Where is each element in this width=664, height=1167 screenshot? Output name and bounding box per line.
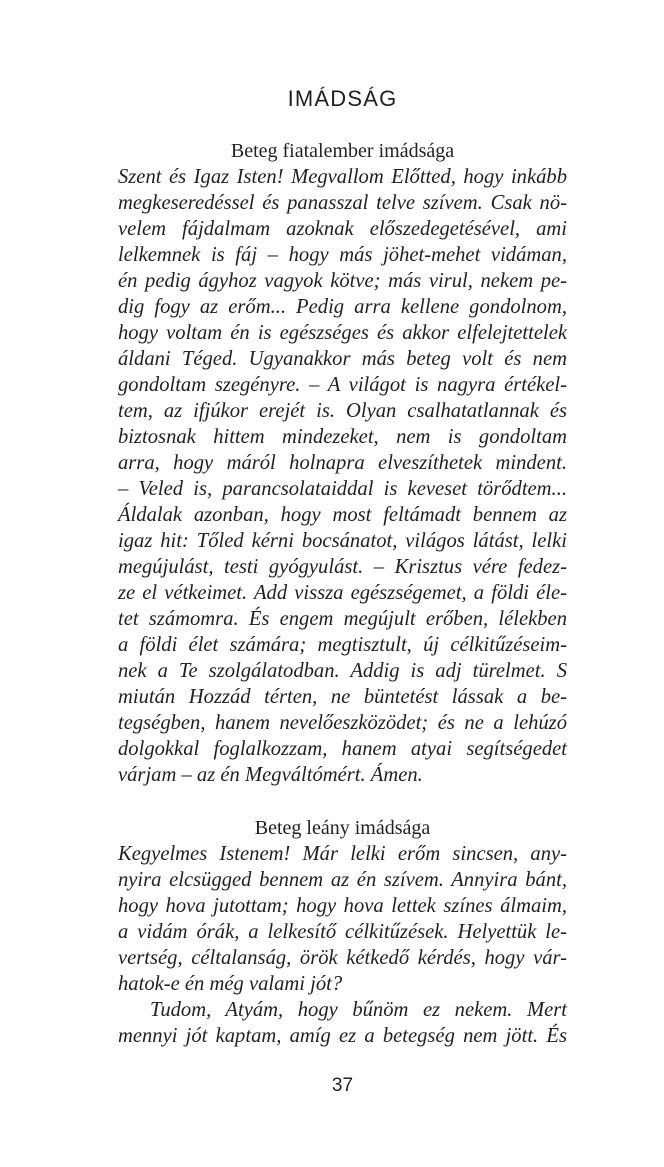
text-line: várjam – az én Megváltómért. Ámen. [118,764,423,786]
text-line: hatok-e én még valami jót? [118,973,343,995]
text-line: lelkemnek is fáj – hogy más jöhet-mehet vidáman, [118,244,567,266]
text-line: velem fájdalmam azoknak előszedegetésével, ami [118,218,567,240]
text-line: Áldalak azonban, hogy most feltámadt bennem az [118,504,567,526]
text-line: biztosnak hittem mindezeket, nem is gondoltam [118,426,567,448]
section-heading: Beteg leány imádsága [254,817,431,839]
text-line: tem, az ifjúkor erejét is. Olyan csalhatatlannak és [118,400,567,422]
text-line: hogy voltam én is egészséges és akkor elfelejtettelek [118,322,567,344]
text-line: dolgokkal foglalkozzam, hanem atyai segítségedet [118,738,567,760]
text-line: Kegyelmes Istenem! Már lelki erőm sincsen, any- [118,843,567,865]
prayer-sick-girl [118,815,567,1049]
text-line: Tudom, Atyám, hogy bűnöm ez nekem. Mert [150,999,567,1021]
book-page [118,0,567,1167]
page-number: 37 [331,1075,354,1096]
text-line: nyira elcsügged bennem az én szívem. Annyira bánt, [118,869,567,891]
text-line: gondoltam szegényre. – A világot is nagyra értékel- [118,374,567,396]
text-line: – Veled is, parancsolataiddal is keveset törődtem... [118,478,567,500]
text-line: miután Hozzád térten, ne büntetést lássak a be- [118,686,567,708]
prayer-young-man [118,138,567,788]
text-line: tegségben, hanem nevelőeszközödet; és ne a lehúzó [118,712,567,734]
text-line: áldani Téged. Ugyanakkor más beteg volt és nem [118,348,567,370]
text-line: nek a Te szolgálatodban. Addig is adj türelmet. S [118,660,567,682]
text-line: arra, hogy máról holnapra elveszíthetek mindent. [118,452,567,474]
text-line: igaz hit: Tőled kérni bocsánatot, világos látást, lelki [118,530,567,552]
section-heading: Beteg fiatalember imádsága [230,140,455,162]
text-line: megkeseredéssel és panasszal telve szívem. Csak nö- [118,192,567,214]
text-line: én pedig ágyhoz vagyok kötve; más virul, nekem pe- [118,270,567,292]
running-header: IMÁDSÁG [287,86,398,111]
text-line: vertség, céltalanság, örök kétkedő kérdés, hogy vár- [118,947,567,969]
text-line: dig fogy az erőm... Pedig arra kellene gondolnom, [118,296,567,318]
text-line: tet számomra. És engem megújult erőben, lélekben [118,608,567,630]
text-line: a földi élet számára; megtisztult, új célkitűzéseim- [118,634,567,656]
prayer-text [118,164,567,788]
text-line: ze el vétkeimet. Add vissza egészségemet, a földi éle- [118,582,567,604]
text-line: a vidám órák, a lelkesítő célkitűzések. Helyettük le- [118,921,567,943]
text-line: megújulást, testi gyógyulást. – Krisztus vére fedez- [118,556,567,578]
text-line: mennyi jót kaptam, amíg ez a betegség nem jött. És [118,1025,567,1047]
text-line: Szent és Igaz Isten! Megvallom Előtted, hogy inkább [118,166,567,188]
text-line: hogy hova jutottam; hogy hova lettek színes álmaim, [118,895,567,917]
prayer-text [118,841,567,1049]
